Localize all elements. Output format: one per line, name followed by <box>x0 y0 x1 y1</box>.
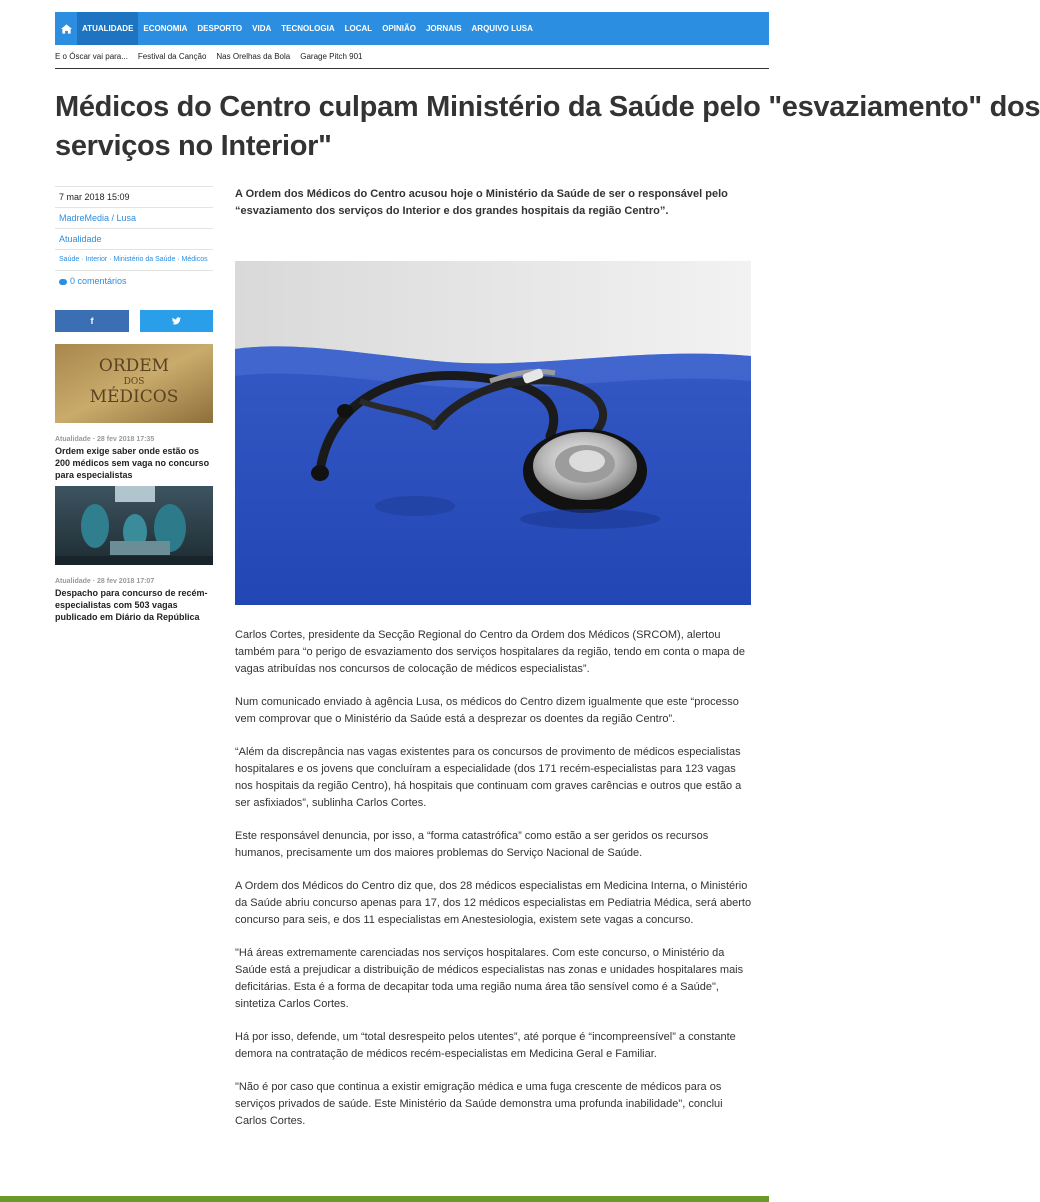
svg-text:MÉDICOS: MÉDICOS <box>89 387 179 407</box>
trending-link[interactable]: Garage Pitch 901 <box>300 52 363 61</box>
nav-item-jornais[interactable]: JORNAIS <box>425 24 462 33</box>
share-twitter-button[interactable] <box>140 310 213 332</box>
related-thumbnail-ordem <box>55 344 213 423</box>
twitter-icon <box>172 317 181 325</box>
article-title-line2: serviços no Interior" <box>55 130 332 162</box>
article-title <box>55 88 1040 166</box>
article-date: 7 mar 2018 15:09 <box>55 186 213 208</box>
article-author[interactable]: MadreMedia / Lusa <box>55 208 213 229</box>
home-icon[interactable] <box>55 12 77 45</box>
nav-item-atualidade[interactable]: ATUALIDADE <box>77 12 138 45</box>
comment-icon <box>59 279 67 285</box>
trending-link[interactable]: Nas Orelhas da Bola <box>216 52 291 61</box>
article-meta <box>55 186 213 291</box>
nav-item-economia[interactable]: ECONOMIA <box>143 24 188 33</box>
nav-item-opiniao[interactable]: OPINIÃO <box>382 24 416 33</box>
article-paragraph: Há por isso, defende, um “total desrespeito pelos utentes”, até porque é “incompreensível” a constante demora na contratação de médicos recém-especialistas em Medicina Geral e Familiar. <box>235 1031 736 1060</box>
article-section[interactable]: Atualidade <box>55 229 213 250</box>
article-title-line1: Médicos do Centro culpam Ministério da Saúde pelo "esvaziamento" dos <box>55 91 1040 123</box>
article-body <box>235 627 755 1146</box>
svg-text:DOS: DOS <box>123 377 145 387</box>
comments-count: 0 comentários <box>70 276 127 286</box>
related-meta: Atualidade · 28 fev 2018 17:35 <box>55 436 155 443</box>
article-paragraph: A Ordem dos Médicos do Centro diz que, dos 28 médicos especialistas em Medicina Interna, o Ministério da Saúde abriu concurso apenas para 17, dos 12 médicos especialistas em Pediatria Médica, será aberto concurso para seis, e dos 11 especialistas em Anestesiologia, existem sete vagas a concurso. <box>235 880 752 926</box>
article-lead: A Ordem dos Médicos do Centro acusou hoje o Ministério da Saúde de ser o responsável pelo “esvaziamento dos serviços do Interior e dos grandes hospitais da região Centro”. <box>235 188 728 217</box>
facebook-icon: f <box>90 316 94 326</box>
main-nav <box>55 12 769 45</box>
article-paragraph: “Além da discrepância nas vagas existentes para os concursos de provimento de médicos especialistas hospitalares e os jovens que concluíram a especialidade (dos 171 recém-especialistas para 123 vagas nos hospitais da região Centro), há hospitais que continuam com graves carências e outros que estão a ser asfixiados”, sublinha Carlos Cortes. <box>235 746 742 809</box>
divider <box>55 68 769 69</box>
nav-item-local[interactable]: LOCAL <box>344 24 373 33</box>
related-title[interactable]: Ordem exige saber onde estão os 200 médicos sem vaga no concurso para especialistas <box>55 446 210 480</box>
nav-item-vida[interactable]: VIDA <box>252 24 272 33</box>
nav-item-desporto[interactable]: DESPORTO <box>197 24 243 33</box>
nav-item-arquivo-lusa[interactable]: ARQUIVO LUSA <box>471 24 533 33</box>
footer-bar <box>0 1196 769 1202</box>
trending-link[interactable]: Festival da Canção <box>137 52 207 61</box>
related-thumbnail-surgery <box>55 486 213 565</box>
related-article-card[interactable] <box>55 344 213 481</box>
hero-image-stethoscope <box>235 261 751 605</box>
article-paragraph: "Não é por caso que continua a existir emigração médica e uma fuga crescente de médicos para os serviços privados de saúde. Este Ministério da Saúde demonstra uma profunda inabilidade", conclui Carlos Cortes. <box>235 1081 723 1127</box>
article-paragraph: Este responsável denuncia, por isso, a “forma catastrófica” como estão a ser geridos os recursos humanos, precisamente um dos maiores problemas do Serviço Nacional de Saúde. <box>235 830 709 859</box>
article-paragraph: Carlos Cortes, presidente da Secção Regional do Centro da Ordem dos Médicos (SRCOM), alertou também para “o perigo de esvaziamento dos serviços hospitalares da região, tendo em conta o mapa de vagas atribuídas nos concursos de colocação de médicos especialistas”. <box>235 629 745 675</box>
article-tags[interactable]: Saúde · Interior · Ministério da Saúde · Médicos <box>55 250 213 271</box>
trending-links <box>55 52 373 61</box>
nav-item-tecnologia[interactable]: TECNOLOGIA <box>281 24 335 33</box>
share-facebook-button[interactable] <box>55 310 129 332</box>
svg-text:ORDEM: ORDEM <box>98 356 170 376</box>
article-paragraph: "Há áreas extremamente carenciadas nos serviços hospitalares. Com este concurso, o Ministério da Saúde está a prejudicar a distribuição de médicos especialistas nas zonas e unidades hospitalares mais deficitárias. Esta é a forma de decapitar toda uma região numa área tão sensível como é a Saúde", sintetiza Carlos Cortes. <box>235 947 744 1010</box>
article-paragraph: Num comunicado enviado à agência Lusa, os médicos do Centro dizem igualmente que este “processo vem comprovar que o Ministério da Saúde está a desprezar os doentes da região Centro”. <box>235 696 739 725</box>
related-article-card[interactable] <box>55 486 213 623</box>
comments-link[interactable] <box>55 271 213 291</box>
related-meta: Atualidade · 28 fev 2018 17:07 <box>55 578 155 585</box>
trending-link[interactable]: E o Óscar vai para... <box>55 52 128 61</box>
related-title[interactable]: Despacho para concurso de recém-especialistas com 503 vagas publicado em Diário da República <box>55 588 208 622</box>
